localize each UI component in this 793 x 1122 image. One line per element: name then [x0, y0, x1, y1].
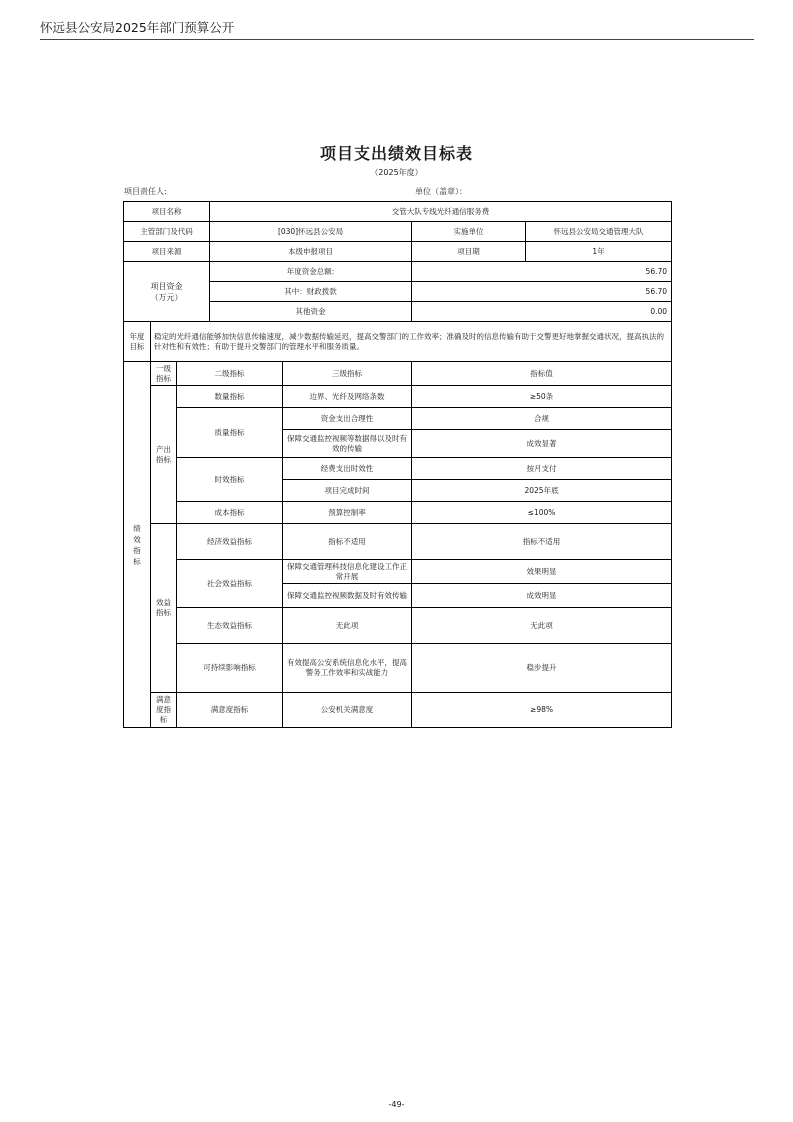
timely-value-2: 2025年底	[412, 480, 672, 502]
cost-label: 成本指标	[177, 502, 283, 524]
quality-value-2: 成效显著	[412, 430, 672, 458]
perf-indicators-label: 绩 效 指 标	[124, 362, 151, 728]
quality-indicator-1: 资金支出合理性	[283, 408, 412, 430]
total-funds-label: 年度资金总额:	[210, 262, 412, 282]
econ-benefit-label: 经济效益指标	[177, 524, 283, 560]
doc-year: （2025年度）	[370, 168, 423, 177]
social-benefit-indicator-1: 保障交通管理科技信息化建设工作正常开展	[283, 560, 412, 584]
header-level1: 一级 指标	[151, 362, 177, 386]
unit-label: 单位（盖章）：	[415, 187, 467, 196]
other-funds-label: 其他资金	[210, 302, 412, 322]
dept-label: 主管部门及代码	[124, 222, 210, 242]
quantity-indicator: 边界、光纤及网络条数	[283, 386, 412, 408]
cost-value: ≤100%	[412, 502, 672, 524]
social-benefit-label: 社会效益指标	[177, 560, 283, 608]
timely-indicator-2: 项目完成时间	[283, 480, 412, 502]
quality-label: 质量指标	[177, 408, 283, 458]
eco-benefit-indicator: 无此项	[283, 608, 412, 644]
responsible-label: 项目责任人:	[124, 187, 167, 196]
page-number: -49-	[388, 1100, 405, 1109]
period-label: 项目期	[412, 242, 526, 262]
total-funds-value: 56.70	[412, 262, 672, 282]
social-benefit-value-1: 效果明显	[412, 560, 672, 584]
dept-value: [030]怀远县公安局	[210, 222, 412, 242]
impl-unit-value: 怀远县公安局交通管理大队	[526, 222, 672, 242]
page-header-title: 怀远县公安局2025年部门预算公开	[40, 20, 235, 35]
econ-benefit-value: 指标不适用	[412, 524, 672, 560]
project-name-value: 交管大队专线光纤通信服务费	[210, 202, 672, 222]
social-benefit-indicator-2: 保障交通监控视频数据及时有效传输	[283, 584, 412, 608]
doc-title: 项目支出绩效目标表	[319, 144, 473, 163]
output-indicators-label: 产出 指标	[151, 386, 177, 524]
quantity-value: ≥50条	[412, 386, 672, 408]
funds-label: 项目资金 （万元）	[124, 262, 210, 322]
quantity-label: 数量指标	[177, 386, 283, 408]
econ-benefit-indicator: 指标不适用	[283, 524, 412, 560]
impl-unit-label: 实施单位	[412, 222, 526, 242]
fiscal-funds-label: 其中：财政拨款	[210, 282, 412, 302]
project-name-label: 项目名称	[124, 202, 210, 222]
timely-label: 时效指标	[177, 458, 283, 502]
quality-value-1: 合规	[412, 408, 672, 430]
social-benefit-value-2: 成效明显	[412, 584, 672, 608]
header-level3: 三级指标	[283, 362, 412, 386]
other-funds-value: 0.00	[412, 302, 672, 322]
goal-text: 稳定的光纤通信能够加快信息传输速度，减少数据传输延迟，提高交警部门的工作效率；准确及时的信息传输有助于交警更好地掌握交通状况，提高执法的针对性和有效性；有助于提升交警部门的管理水平和服务质量。	[151, 322, 672, 362]
timely-indicator-1: 经费支出时效性	[283, 458, 412, 480]
sustain-indicator: 有效提高公安系统信息化水平，提高警务工作效率和实战能力	[283, 644, 412, 693]
source-value: 本级申报项目	[210, 242, 412, 262]
fiscal-funds-value: 56.70	[412, 282, 672, 302]
goal-label: 年度 目标	[124, 322, 151, 362]
satisfaction-indicator: 公安机关满意度	[283, 693, 412, 728]
eco-benefit-value: 无此项	[412, 608, 672, 644]
header-value: 指标值	[412, 362, 672, 386]
eco-benefit-label: 生态效益指标	[177, 608, 283, 644]
performance-table	[123, 201, 672, 728]
sustain-label: 可持续影响指标	[177, 644, 283, 693]
cost-indicator: 预算控制率	[283, 502, 412, 524]
satisfaction-label: 满意度指标	[177, 693, 283, 728]
sustain-value: 稳步提升	[412, 644, 672, 693]
period-value: 1年	[526, 242, 672, 262]
benefit-indicators-label: 效益 指标	[151, 524, 177, 693]
quality-indicator-2: 保障交通监控视频等数据得以及时有效的传输	[283, 430, 412, 458]
source-label: 项目来源	[124, 242, 210, 262]
timely-value-1: 按月支付	[412, 458, 672, 480]
header-rule	[40, 39, 754, 40]
satisfaction-value: ≥98%	[412, 693, 672, 728]
header-level2: 二级指标	[177, 362, 283, 386]
satisfaction-indicators-label: 满意 度指 标	[151, 693, 177, 728]
